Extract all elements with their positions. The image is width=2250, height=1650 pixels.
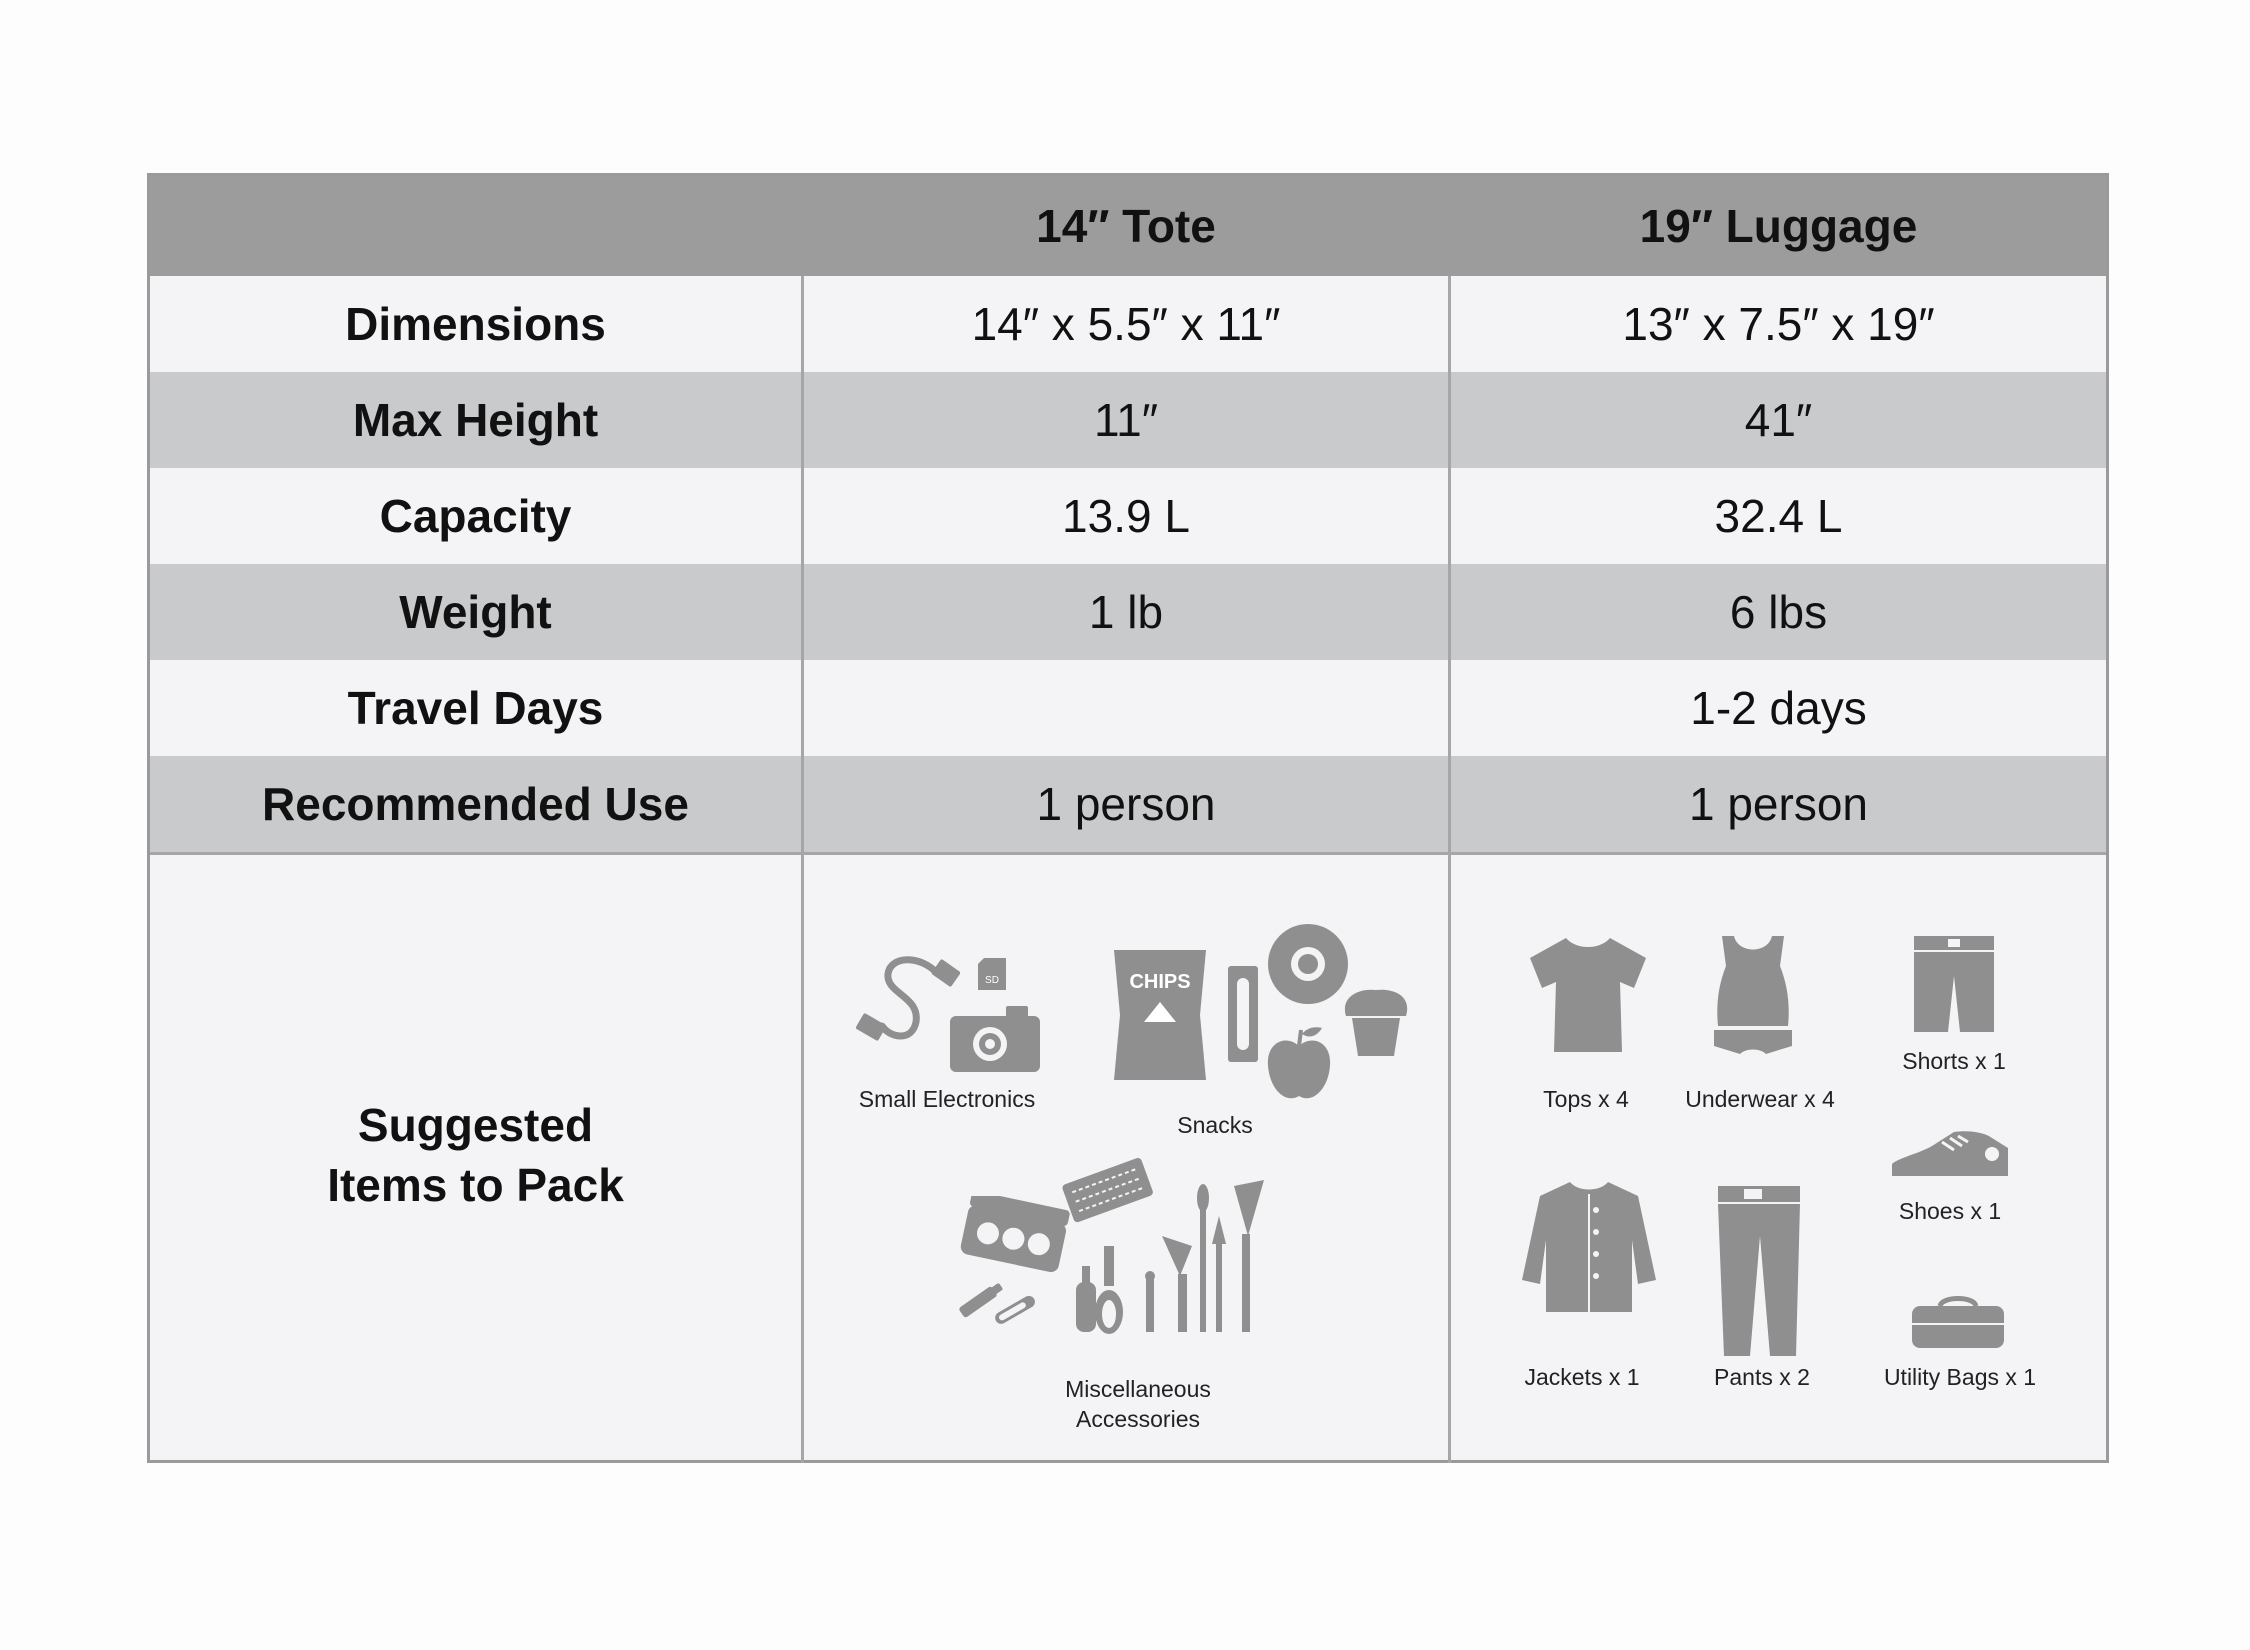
camera-icon bbox=[950, 1006, 1040, 1072]
row-label: Recommended Use bbox=[262, 778, 689, 830]
chips-bag-icon bbox=[1110, 950, 1210, 1080]
snacks-caption: Snacks bbox=[1177, 1112, 1253, 1138]
jacket-icon bbox=[1520, 1180, 1658, 1312]
luggage-value: 1 person bbox=[1688, 778, 1868, 830]
table-row bbox=[150, 564, 2106, 660]
luggage-value: 13″ x 7.5″ x 19″ bbox=[1622, 298, 1935, 350]
table-row bbox=[150, 468, 2106, 564]
header-luggage: 19″ Luggage bbox=[1639, 200, 1918, 252]
table-header bbox=[150, 176, 2106, 276]
tote-value: 14″ x 5.5″ x 11″ bbox=[971, 298, 1281, 350]
table-row bbox=[150, 372, 2106, 468]
utility-bags-caption: Utility Bags x 1 bbox=[1883, 1364, 2037, 1390]
tote-value: 13.9 L bbox=[1062, 490, 1190, 542]
sd-card-label: SD bbox=[985, 975, 999, 986]
column-divider bbox=[801, 276, 804, 1463]
table-row bbox=[150, 756, 2106, 852]
cable-icon bbox=[850, 946, 960, 1056]
suggested-items-line1: Suggested bbox=[357, 1099, 594, 1151]
tote-value: 11″ bbox=[1093, 394, 1159, 446]
luggage-value: 1-2 days bbox=[1690, 682, 1867, 734]
row-label: Dimensions bbox=[345, 298, 606, 350]
donut-icon bbox=[1266, 922, 1350, 1006]
row-label: Weight bbox=[399, 586, 552, 638]
shoes-caption: Shoes x 1 bbox=[1898, 1198, 2002, 1224]
shorts-caption: Shorts x 1 bbox=[1902, 1048, 2006, 1074]
header-tote: 14″ Tote bbox=[1036, 200, 1216, 252]
tote-value bbox=[804, 660, 1448, 756]
suggested-items-label bbox=[150, 855, 801, 1455]
pants-icon bbox=[1716, 1186, 1802, 1356]
shorts-icon bbox=[1912, 936, 1996, 1032]
pants-caption: Pants x 2 bbox=[1714, 1364, 1810, 1390]
muffin-icon bbox=[1340, 986, 1412, 1056]
header-blank bbox=[150, 176, 801, 276]
tops-caption: Tops x 4 bbox=[1543, 1086, 1629, 1112]
apple-icon bbox=[1266, 1024, 1332, 1104]
sneaker-icon bbox=[1888, 1128, 2012, 1180]
misc-accessories-caption bbox=[1065, 1374, 1211, 1434]
nail-polish-icon bbox=[1070, 1236, 1130, 1336]
chips-label: CHIPS bbox=[1129, 971, 1191, 993]
column-divider bbox=[1448, 276, 1451, 1463]
table-row bbox=[150, 276, 2106, 372]
underwear-caption: Underwear x 4 bbox=[1685, 1086, 1835, 1112]
tote-value: 1 lb bbox=[1088, 586, 1164, 638]
sd-card-icon bbox=[978, 958, 1006, 990]
jackets-caption: Jackets x 1 bbox=[1524, 1364, 1640, 1390]
underwear-icon bbox=[1708, 936, 1798, 1062]
luggage-value: 32.4 L bbox=[1714, 490, 1843, 542]
utility-bag-icon bbox=[1910, 1294, 2006, 1350]
suggested-items-line2: Items to Pack bbox=[327, 1159, 624, 1211]
lipstick-icon bbox=[958, 1272, 1042, 1332]
makeup-brushes-icon bbox=[1140, 1176, 1270, 1336]
tote-value: 1 person bbox=[1036, 778, 1216, 830]
misc-caption-line1: Miscellaneous bbox=[1065, 1376, 1211, 1402]
table-row bbox=[150, 660, 2106, 756]
comparison-table bbox=[147, 173, 2109, 1463]
palette-icon bbox=[960, 1196, 1070, 1276]
row-label: Capacity bbox=[379, 490, 572, 542]
row-label: Max Height bbox=[352, 394, 599, 446]
luggage-value: 6 lbs bbox=[1729, 586, 1828, 638]
luggage-value: 41″ bbox=[1744, 394, 1813, 446]
tshirt-icon bbox=[1526, 936, 1650, 1052]
row-label: Travel Days bbox=[347, 682, 604, 734]
snack-bar-icon bbox=[1228, 966, 1258, 1062]
misc-caption-line2: Accessories bbox=[1076, 1406, 1200, 1432]
small-electronics-caption: Small Electronics bbox=[858, 1086, 1036, 1112]
